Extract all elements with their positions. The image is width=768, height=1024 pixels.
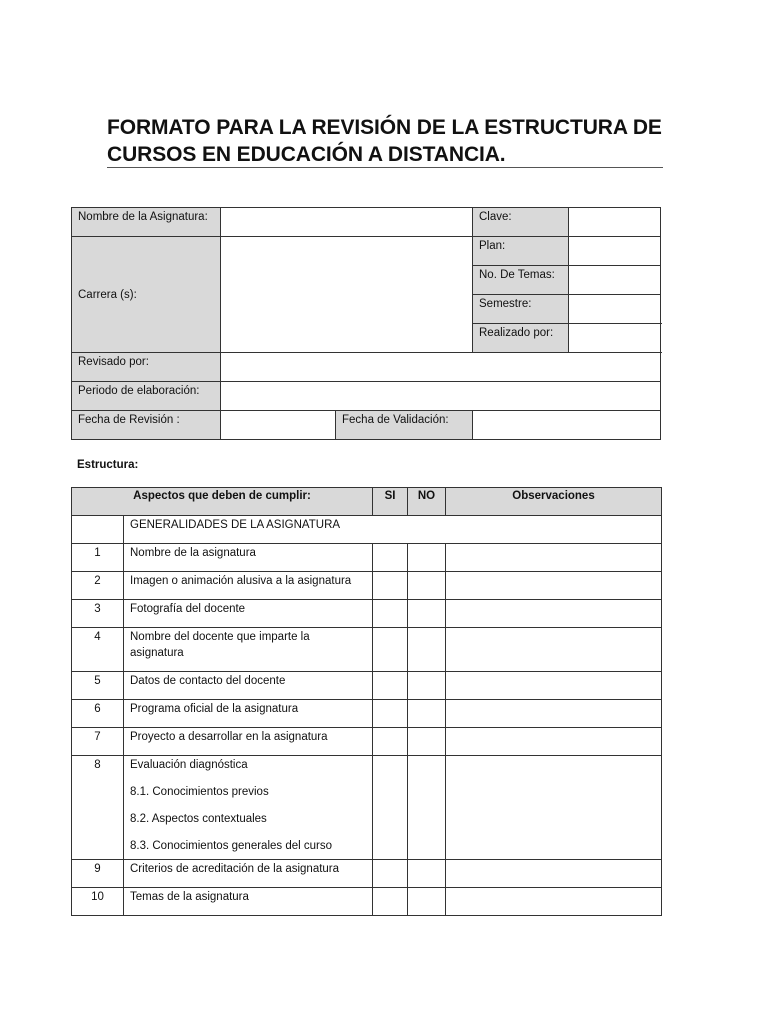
cell-si[interactable] [373,572,408,600]
cell-si[interactable] [373,700,408,728]
cell-no[interactable] [408,700,446,728]
cell-si[interactable] [373,756,408,860]
label-revisado-por: Revisado por: [72,353,221,382]
cell-observaciones[interactable] [446,600,662,628]
label-no-temas: No. De Temas: [473,266,569,295]
item-number: 9 [72,860,124,888]
field-plan[interactable] [569,237,661,266]
cell-observaciones[interactable] [446,572,662,600]
cell-observaciones[interactable] [446,860,662,888]
item-text: Nombre de la asignatura [124,544,373,572]
item-number: 5 [72,672,124,700]
cell-no[interactable] [408,628,446,672]
header-aspectos: Aspectos que deben de cumplir: [72,488,373,516]
field-carrera[interactable] [221,237,473,353]
sub-item: 8.3. Conocimientos generales del curso [130,840,333,852]
item-text: Criterios de acreditación de la asignatura [124,860,373,888]
section-generalidades: GENERALIDADES DE LA ASIGNATURA [124,516,662,544]
checklist-row [72,860,662,888]
field-no-temas[interactable] [569,266,661,295]
field-fecha-validacion[interactable] [473,411,661,440]
item-text: Proyecto a desarrollar en la asignatura [124,728,373,756]
item-number: 2 [72,572,124,600]
title-line-2: CURSOS EN EDUCACIÓN A DISTANCIA. [107,143,506,166]
label-carrera: Carrera (s): [72,237,221,353]
item-number: 10 [72,888,124,916]
item-number: 1 [72,544,124,572]
header-si: SI [373,488,408,516]
cell-si[interactable] [373,628,408,672]
cell-no[interactable] [408,600,446,628]
cell-no[interactable] [408,572,446,600]
cell-observaciones[interactable] [446,672,662,700]
cell-si[interactable] [373,728,408,756]
checklist-row [72,672,662,700]
cell-observaciones[interactable] [446,756,662,860]
cell-no[interactable] [408,672,446,700]
item-text [124,756,373,860]
field-nombre-asignatura[interactable] [221,208,473,237]
cell-no[interactable] [408,728,446,756]
label-semestre: Semestre: [473,295,569,324]
cell-no[interactable] [408,544,446,572]
cell-si[interactable] [373,888,408,916]
checklist-row [72,600,662,628]
document-title [107,114,667,168]
item-number: 3 [72,600,124,628]
item-text: Fotografía del docente [124,600,373,628]
field-revisado-por[interactable] [221,353,661,382]
title-line-1: FORMATO PARA LA REVISIÓN DE LA ESTRUCTURA DE [107,116,662,139]
item-number: 8 [72,756,124,860]
cell-no[interactable] [408,756,446,860]
label-clave: Clave: [473,208,569,237]
cell-observaciones[interactable] [446,628,662,672]
item-text: Imagen o animación alusiva a la asignatura [124,572,373,600]
checklist-row [72,728,662,756]
field-semestre[interactable] [569,295,661,324]
label-realizado-por: Realizado por: [473,324,569,353]
label-plan: Plan: [473,237,569,266]
checklist-row [72,628,662,672]
label-nombre-asignatura: Nombre de la Asignatura: [72,208,221,237]
cell-no[interactable] [408,860,446,888]
item-number: 4 [72,628,124,672]
cell-si[interactable] [373,672,408,700]
section-number-cell [72,516,124,544]
field-periodo[interactable] [221,382,661,411]
item-number: 7 [72,728,124,756]
field-fecha-revision[interactable] [221,411,336,440]
sub-item: 8.1. Conocimientos previos [130,786,269,798]
item-text-main: Evaluación diagnóstica [130,759,248,771]
field-realizado-por[interactable] [569,324,661,353]
checklist-row [72,888,662,916]
item-text: Temas de la asignatura [124,888,373,916]
label-fecha-validacion: Fecha de Validación: [336,411,473,440]
cell-observaciones[interactable] [446,544,662,572]
cell-no[interactable] [408,888,446,916]
item-text: Programa oficial de la asignatura [124,700,373,728]
cell-observaciones[interactable] [446,888,662,916]
item-text: Datos de contacto del docente [124,672,373,700]
cell-observaciones[interactable] [446,728,662,756]
header-no: NO [408,488,446,516]
course-info-table [71,207,661,440]
item-text: Nombre del docente que imparte la asignatura [124,628,373,672]
cell-si[interactable] [373,600,408,628]
checklist-row [72,700,662,728]
title-divider [107,167,663,168]
estructura-label: Estructura: [77,459,139,471]
sub-item: 8.2. Aspectos contextuales [130,813,267,825]
checklist-row [72,544,662,572]
label-periodo: Periodo de elaboración: [72,382,221,411]
header-observaciones: Observaciones [446,488,662,516]
cell-observaciones[interactable] [446,700,662,728]
label-fecha-revision: Fecha de Revisión : [72,411,221,440]
checklist-row [72,572,662,600]
field-clave[interactable] [569,208,661,237]
checklist-row [72,756,662,860]
checklist-table [71,487,662,916]
item-number: 6 [72,700,124,728]
cell-si[interactable] [373,544,408,572]
cell-si[interactable] [373,860,408,888]
